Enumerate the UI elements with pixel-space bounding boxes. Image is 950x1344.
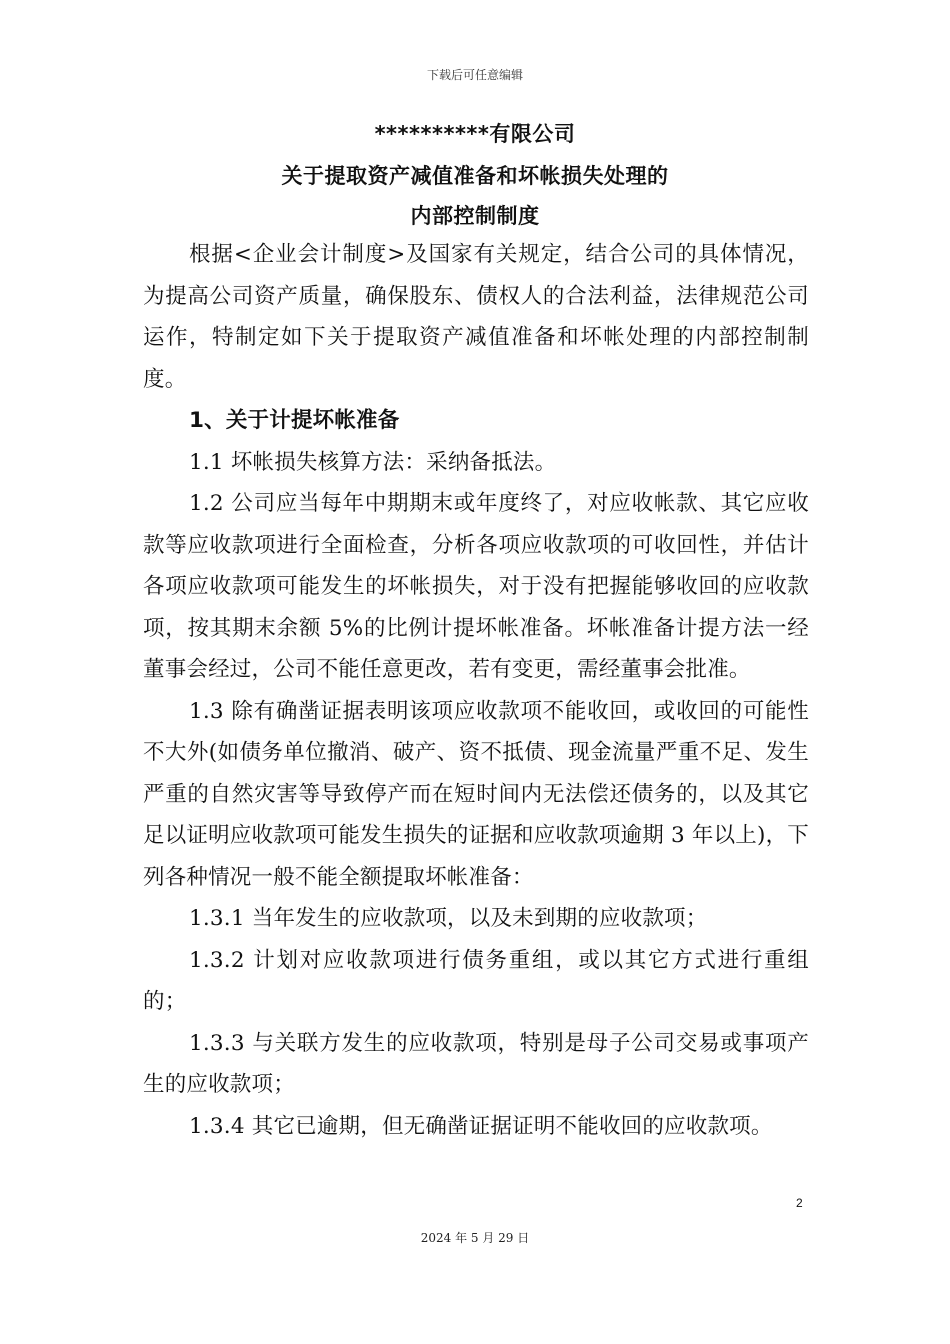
document-title-type: 内部控制制度: [410, 204, 540, 228]
section-heading: 1、关于计提坏帐准备: [189, 408, 400, 433]
paragraph-1-3-2: 1.3.2 计划对应收款项进行债务重组，或以其它方式进行重组的；: [143, 947, 809, 1014]
intro-paragraph: 根据<企业会计制度>及国家有关规定，结合公司的具体情况，为提高公司资产质量，确保股东、债权人的合法利益，法律规范公司运作，特制定如下关于提取资产减值准备和坏帐处理的内部控制制度。: [143, 242, 809, 392]
page-header: 下载后可任意编辑: [426, 68, 523, 82]
document-body: [143, 234, 809, 1147]
paragraph-1-3-3: 1.3.3 与关联方发生的应收款项，特别是母子公司交易或事项产生的应收款项；: [143, 1030, 809, 1097]
page-footer-date: 2024 年 5 月 29 日: [420, 1231, 530, 1245]
paragraph-1-3: 1.3 除有确凿证据表明该项应收款项不能收回，或收回的可能性不大外(如债务单位撤消、破产、资不抵债、现金流量严重不足、发生严重的自然灾害等导致停产而在短时间内无法偿还债务的，以及其它足以证明应收款项可能发生损失的证据和应收款项逾期 3 年以上)，下列各种情况一般不能全额提取坏帐准备：: [143, 698, 809, 890]
paragraph-1-3-1: 1.3.1 当年发生的应收款项，以及未到期的应收款项；: [189, 906, 708, 931]
paragraph-1-2: 1.2 公司应当每年中期期末或年度终了，对应收帐款、其它应收款等应收款项进行全面检查，分析各项应收款项的可收回性，并估计各项应收款项可能发生的坏帐损失，对于没有把握能够收回的应收款项，按其期末余额 5%的比例计提坏帐准备。坏帐准备计提方法一经董事会经过，公司不能任意更改，若有变更，需经董事会批准。: [143, 491, 809, 682]
document-title-company: **********有限公司: [374, 122, 576, 146]
document-title-subject: 关于提取资产减值准备和坏帐损失处理的: [281, 164, 669, 188]
paragraph-1-1: 1.1 坏帐损失核算方法：采纳备抵法。: [189, 449, 557, 475]
paragraph-1-3-4: 1.3.4 其它已逾期，但无确凿证据证明不能收回的应收款项。: [189, 1113, 773, 1139]
page-number: 2: [796, 1196, 803, 1210]
